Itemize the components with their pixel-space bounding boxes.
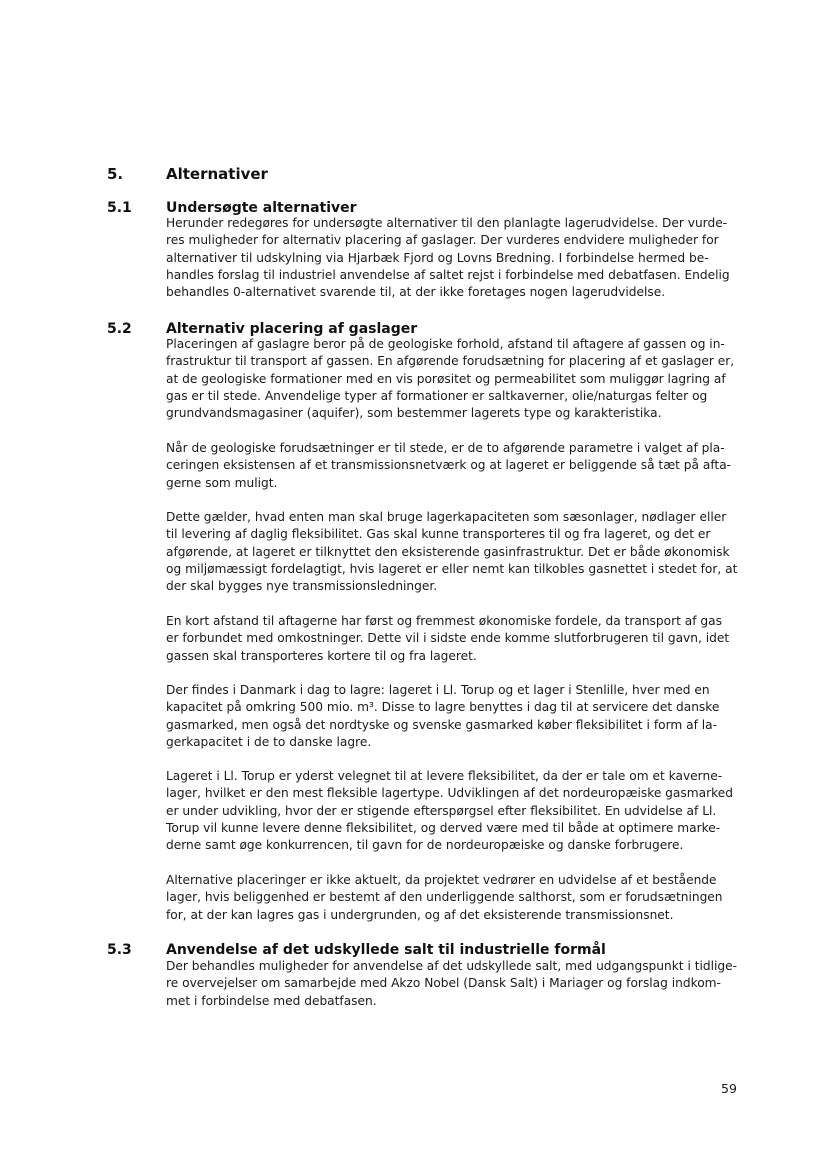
text-line: Der behandles muligheder for anvendelse af det udskyllede salt, med udgangspunkt i tidlige- <box>166 959 738 973</box>
text-line: met i forbindelse med debatfasen. <box>166 993 377 1008</box>
text-line: til levering af daglig fleksibilitet. Gas skal kunne transporteres til og fra lageret, og det er <box>166 527 711 542</box>
text-line: Placeringen af gaslagre beror på de geologiske forhold, afstand til aftagere af gassen og in- <box>166 337 725 351</box>
text-line: Herunder redegøres for undersøgte alternativer til den planlagte lagerudvidelse. Der vurde- <box>166 216 728 230</box>
text-line: alternativer til udskylning via Hjarbæk Fjord og Lovns Bredning. I forbindelse hermed be- <box>166 250 709 265</box>
text-line: ceringen eksistensen af et transmissionsnetværk og at lageret er beliggende så tæt på afta- <box>166 458 732 473</box>
section-title: Undersøgte alternativer <box>166 200 357 216</box>
text-line: gerkapacitet i de to danske lagre. <box>166 734 372 749</box>
text-line: frastruktur til transport af gassen. En afgørende forudsætning for placering af et gaslager er, <box>166 354 735 369</box>
text-line: handles forslag til industriel anvendelse af saltet rejst i forbindelse med debatfasen. Endelig <box>166 267 730 282</box>
text-line: gassen skal transporteres kortere til og fra lageret. <box>166 648 477 663</box>
text-line: er forbundet med omkostninger. Dette vil i sidste ende komme slutforbrugeren til gavn, idet <box>166 631 730 646</box>
text-line: gasmarked, men også det nordtyske og svenske gasmarked køber fleksibilitet i form af la- <box>166 717 717 732</box>
paragraph <box>166 336 744 422</box>
chapter-title: Alternativer <box>166 165 268 183</box>
text-line: gas er til stede. Anvendelige typer af formationer er saltkaverner, olie/naturgas felter og <box>166 388 708 403</box>
section-title: Alternativ placering af gaslager <box>166 321 418 337</box>
chapter-number: 5. <box>107 165 124 183</box>
text-line: gerne som muligt. <box>166 475 278 490</box>
section-number: 5.3 <box>107 942 132 958</box>
paragraph <box>166 440 744 492</box>
text-line: og miljømæssigt fordelagtigt, hvis lageret er eller nemt kan tilkobles gasnettet i stedet for, at <box>166 561 738 576</box>
text-line: for, at der kan lagres gas i undergrunden, og af det eksisterende transmissionsnet. <box>166 907 674 922</box>
text-line: re overvejelser om samarbejde med Akzo Nobel (Dansk Salt) i Mariager og forslag indkom- <box>166 976 721 991</box>
text-line: er under udvikling, hvor der er stigende efterspørgsel efter fleksibilitet. En udvidelse af Ll. <box>166 803 717 818</box>
section-number: 5.1 <box>107 200 132 216</box>
text-line: behandles 0-alternativet svarende til, at der ikke foretages nogen lagerudvidelse. <box>166 285 666 300</box>
paragraph <box>166 215 744 301</box>
paragraph <box>166 958 744 1010</box>
text-line: lager, hvilket er den mest fleksible lagertype. Udviklingen af det nordeuropæiske gasmarked <box>166 786 733 801</box>
section-number: 5.2 <box>107 321 132 337</box>
text-line: derne samt øge konkurrencen, til gavn for de nordeuropæiske og danske forbrugere. <box>166 838 684 853</box>
paragraph <box>166 872 744 924</box>
text-line: afgørende, at lageret er tilknyttet den eksisterende gasinfrastruktur. Det er både økonomisk <box>166 544 730 559</box>
paragraph <box>166 509 744 595</box>
section-title: Anvendelse af det udskyllede salt til industrielle formål <box>166 942 606 958</box>
text-line: kapacitet på omkring 500 mio. m³. Disse to lagre benyttes i dag til at servicere det danske <box>166 700 720 715</box>
paragraph <box>166 613 744 665</box>
text-line: at de geologiske formationer med en vis porøsitet og permeabilitet som muliggør lagring af <box>166 371 726 386</box>
text-line: res muligheder for alternativ placering af gaslager. Der vurderes endvidere muligheder for <box>166 233 719 248</box>
page-number: 59 <box>721 1081 737 1096</box>
text-line: Når de geologiske forudsætninger er til stede, er de to afgørende parametre i valget af pla- <box>166 441 725 455</box>
text-line: grundvandsmagasiner (aquifer), som bestemmer lagerets type og karakteristika. <box>166 406 662 421</box>
text-line: Der findes i Danmark i dag to lagre: lageret i Ll. Torup og et lager i Stenlille, hver med en <box>166 683 710 697</box>
text-line: Torup vil kunne levere denne fleksibilitet, og derved være med til både at optimere marke- <box>166 820 721 835</box>
paragraph <box>166 768 744 854</box>
text-line: der skal bygges nye transmissionsledninger. <box>166 579 438 594</box>
text-line: Dette gælder, hvad enten man skal bruge lagerkapaciteten som sæsonlager, nødlager eller <box>166 510 727 524</box>
text-line: Alternative placeringer er ikke aktuelt, da projektet vedrører en udvidelse af et bestående <box>166 873 717 887</box>
text-line: lager, hvis beliggenhed er bestemt af den underliggende salthorst, som er forudsætningen <box>166 890 723 905</box>
text-line: En kort afstand til aftagerne har først og fremmest økonomiske fordele, da transport af gas <box>166 614 722 628</box>
text-line: Lageret i Ll. Torup er yderst velegnet til at levere fleksibilitet, da der er tale om et kaverne- <box>166 769 723 783</box>
paragraph <box>166 682 744 751</box>
